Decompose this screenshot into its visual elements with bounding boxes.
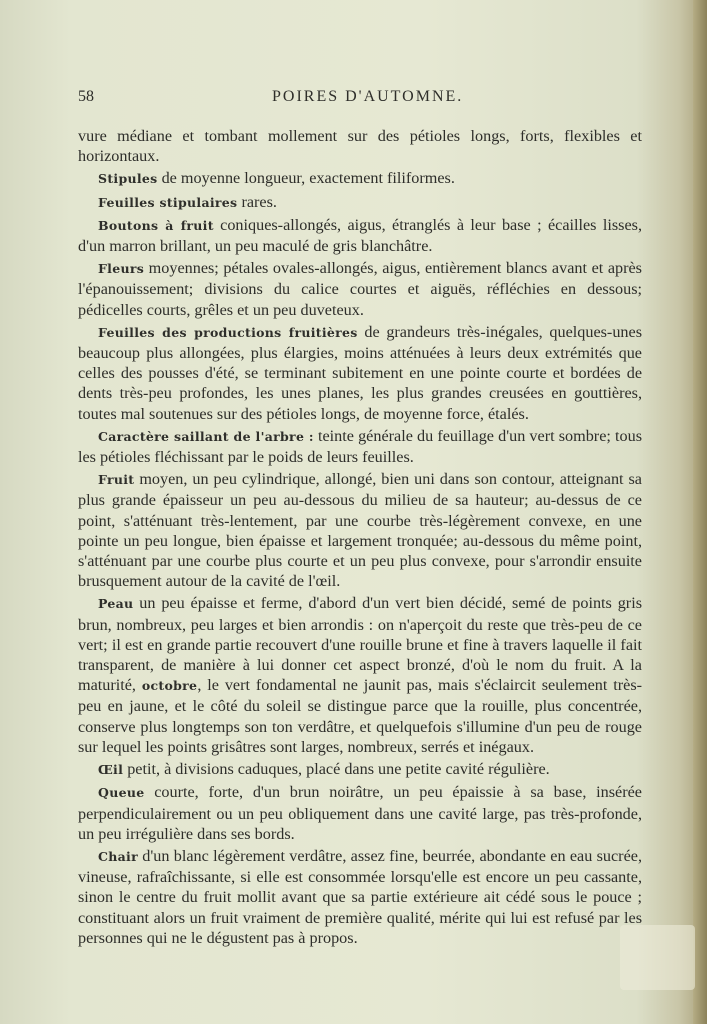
paragraph-lead: Boutons à fruit bbox=[98, 217, 214, 233]
paragraph-stipules bbox=[78, 168, 642, 189]
page-header bbox=[78, 84, 642, 114]
book-page bbox=[78, 84, 642, 950]
paragraph-body: vure médiane et tombant mollement sur des pétioles longs, forts, flexibles et horizontaux. bbox=[78, 127, 642, 166]
paragraph-lead: Peau bbox=[98, 596, 134, 612]
paragraph-body: petit, à divisions caduques, placé dans une petite cavité régulière. bbox=[123, 760, 550, 779]
paragraph-body: moyennes; pétales ovales-allongés, aigus, entièrement blancs avant et après l'épanouissement; divisions du calice courtes et aiguës, réfléchies en dessous; pédicelles courts, grêles et un peu duveteux. bbox=[78, 259, 642, 319]
paragraph-chair bbox=[78, 846, 642, 948]
paragraph-lead: Fruit bbox=[98, 472, 135, 488]
paragraph-lead: Caractère saillant de l'arbre : bbox=[98, 428, 314, 444]
paragraph-feuilles-stipulaires bbox=[78, 192, 642, 213]
page-number: 58 bbox=[78, 88, 94, 105]
paragraph-lead: Œil bbox=[98, 762, 124, 778]
paragraph-body: un peu épaisse et ferme, d'abord d'un vert bien décidé, semé de points gris brun, nombreux, peu larges et bien arrondis : on n'aperçoit du reste que très-peu de ce vert; il est en grande partie recouvert d'une rouille brune et fine à travers laquelle il fait transparent, de manière à lui donner cet aspect bronzé, d'où le nom du fruit. A la maturité, bbox=[78, 594, 642, 695]
paragraph-boutons bbox=[78, 215, 642, 256]
book-spine-edge bbox=[693, 0, 707, 1024]
paragraph-fleurs bbox=[78, 258, 642, 320]
paragraph-continuation bbox=[78, 126, 642, 166]
paragraph-lead: Chair bbox=[98, 848, 138, 864]
paragraph-body: moyen, un peu cylindrique, allongé, bien uni dans son contour, atteignant sa plus grande épaisseur un peu au-dessous du milieu de sa hauteur; au-dessus de ce point, s'atténuant très-lentement, par une courbe très-légèrement convexe, en une pointe un peu longue, bien épaisse et largement tronquée; au-dessous du même point, s'atténuant par une courbe plus courte et un peu plus convexe, pour s'arrondir ensuite brusquement autour de la cavité de l'œil. bbox=[78, 470, 642, 591]
paragraph-body-continued: , le vert fondamental ne jaunit pas, mais s'éclaircit seulement très-peu en jaune, et le côté du soleil se distingue parce que la rouille, plus concentrée, conserve plus longtemps son ton verdâtre, et quelquefois s'illumine d'un peu de rouge sur lequel les points grisâtres sont larges, nombreux, serrés et inégaux. bbox=[78, 676, 643, 756]
paragraph-peau bbox=[78, 593, 642, 757]
paragraph-body: de moyenne longueur, exactement filiformes. bbox=[157, 169, 455, 188]
body-text bbox=[78, 126, 642, 948]
running-title: POIRES D'AUTOMNE. bbox=[272, 88, 464, 105]
paragraph-body: rares. bbox=[237, 192, 277, 211]
paragraph-body: d'un blanc légèrement verdâtre, assez fine, beurrée, abondante en eau sucrée, vineuse, rafraîchissante, si elle est consommée lorsqu'elle est encore un peu cassante, sinon le centre du fruit mollit avant que sa partie extérieure ait cédé sous le pouce ; constituant alors un fruit vraiment de première qualité, mérite qui lui est refusé par les personnes qui ne le dégustent pas à propos. bbox=[78, 846, 642, 947]
paragraph-lead: Stipules bbox=[98, 171, 158, 187]
paragraph-body: coniques-allongés, aigus, étranglés à leur base ; écailles lisses, d'un marron brillant, un peu maculé de gris blanchâtre. bbox=[78, 215, 642, 256]
paragraph-caractere bbox=[78, 426, 642, 467]
paragraph-body: de grandeurs très-inégales, quelques-unes beaucoup plus allongées, plus élargies, moins atténuées à leurs deux extrémités que celles des pousses d'été, se terminant subitement en une pointe courte et bordées de dents très-peu profondes, les unes planes, les plus grandes creusées en gouttières, toutes mal soutenues sur des pétioles longs, de moyenne force, étalés. bbox=[78, 322, 642, 423]
emphasis-month: octobre bbox=[141, 678, 198, 694]
paragraph-body: courte, forte, d'un brun noirâtre, un peu épaissie à sa base, insérée perpendiculairement ou un peu obliquement dans une cavité large, pas très-profonde, un peu irrégulière dans ses bords. bbox=[78, 783, 642, 843]
paragraph-body: teinte générale du feuillage d'un vert sombre; tous les pétioles fléchissant par le poids de leurs feuilles. bbox=[78, 426, 642, 467]
paragraph-lead: Feuilles stipulaires bbox=[98, 194, 238, 210]
paragraph-lead: Fleurs bbox=[98, 261, 145, 277]
paragraph-fruit bbox=[78, 469, 642, 591]
paragraph-oeil bbox=[78, 759, 642, 780]
paragraph-queue bbox=[78, 782, 642, 844]
paragraph-feuilles-productions bbox=[78, 322, 642, 424]
paragraph-lead: Queue bbox=[98, 785, 145, 801]
paragraph-lead: Feuilles des productions fruitières bbox=[98, 324, 358, 340]
